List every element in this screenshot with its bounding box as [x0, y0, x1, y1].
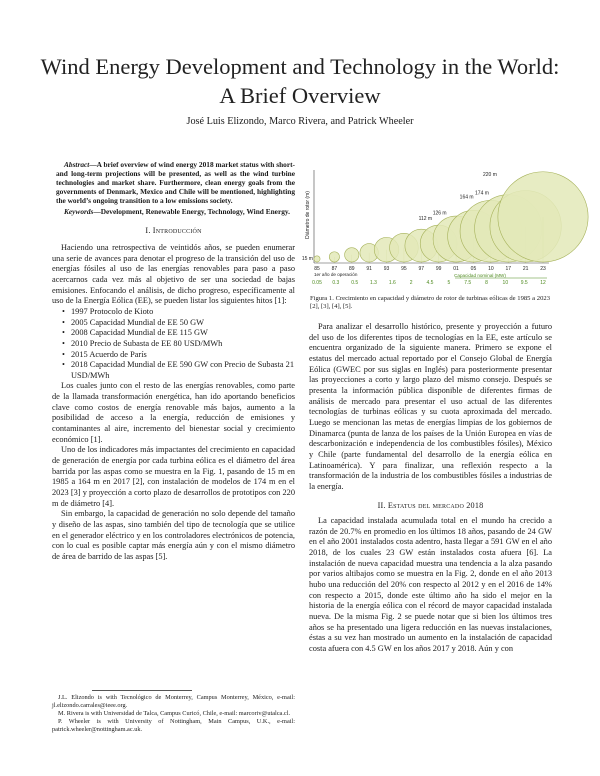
abstract-label: Abstract — [64, 160, 90, 169]
section-heading-estatus: II. Estatus del mercado 2018 — [377, 500, 484, 510]
year-tick-label: 05 — [470, 266, 477, 272]
year-tick-label: 17 — [505, 266, 512, 272]
year-tick-label: 01 — [453, 266, 459, 272]
authors: José Luis Elizondo, Marco Rivera, and Patrick Wheeler — [186, 116, 414, 127]
intro-paragraph-3: Uno de los indicadores más impactantes del crecimiento en capacidad de generación de energía por cada turbina eólica es el diámetro del área barrida por las aspas como se muestra en la Fig. 1, pasando de 15 m en 1985 a 164 m en 2017 [2], con instalación de modelos de 174 m en el 2023 [3] y proyección a corto plazo de desarrollos de prototipos con 220 m de diámetro [4]. — [52, 445, 295, 508]
capacity-tick-label: 1.3 — [370, 280, 377, 286]
list-item: • 2015 Acuerdo de París — [64, 350, 295, 361]
y-axis-label: Diámetro de rotor (m) — [305, 191, 311, 239]
organization-paragraph: Para analizar el desarrollo histórico, presente y proyección a futuro del uso de los diferentes tipos de tecnologías en la EE, este artículo se encuentra organizado de la siguiente manera. Primero se expone el estatus del mercado actual reportado por el Consejo Global de Energía Eólica (GWEC por sus siglas en Inglés) para posteriormente presentar las proyecciones a corto y largo plazo del mismo consejo. Después se presenta la información pública disponible de diferentes firmas de análisis de mercado para presentar el uso actual de las diferentes tecnologías de turbinas eólicas y su cuota aproximada del mercado. Luego se mencionan las metas de energías limpias de los gobiernos de Dinamarca (punta de lanza de los países de la Unión Europea en vías de descarbonización e independencia de los combustibles fósiles), México y Chile (parte fundamental del desarrollo de la energía eólica en Latinoamérica). Y para finalizar, una reflexión respecto a la transformación de la industria de los combustibles fósiles a industrias de la energía. — [309, 322, 552, 491]
figure-caption: Figura 1. Crecimiento en capacidad y diámetro de rotor de turbinas eólicas de 1985 a 2023 [2], [3], [4], [5]. — [310, 295, 550, 311]
market-paragraph-1: La capacidad instalada acumulada total en el mundo ha crecido a razón de 20.7% en promedio en los últimos 18 años, pasando de 24 GW en el año 2001 instalados costa adentro, hasta llegar a 591 GW en el año 2018, de los cuales 23 GW están instalados costa afuera [6]. La instalación de nueva capacidad muestra una tendencia a la alza pasando por varios altibajos como se muestra en la Fig. 2, donde en el año 2013 hubo una reducción del 20% con respecto al 2012 y en el 2016 de 14% con respecto a 2015, donde este último año ha sido el mejor en la historia de la energía eólica con el récord de mayor capacidad instalada nueva. De la misma Fig. 2 se puede notar que si bien los últimos tres años se ha presentado una ligera reducción en las nuevas instalaciones, éstas a su vez han mostrado un aumento en la instalación de capacidad costa afuera con 4.5 GW en los años 2017 y 2018. Aún y con — [309, 516, 552, 654]
diameter-label: 126 m — [432, 210, 447, 217]
diameter-label: 220 m — [482, 171, 497, 178]
year-tick-label: 10 — [488, 266, 494, 272]
rotor-bubble — [345, 248, 359, 262]
list-item: • 2008 Capacidad Mundial de EE 115 GW — [64, 328, 295, 339]
section-heading-introduccion: I. Introducción — [145, 226, 202, 236]
list-item: • 1997 Protocolo de Kioto — [64, 307, 295, 318]
capacity-tick-label: 10 — [502, 280, 509, 286]
capacity-tick-label: 4.5 — [426, 280, 434, 286]
year-tick-label: 21 — [522, 266, 529, 272]
year-tick-label: 23 — [540, 266, 546, 272]
footnote: M. Rivera is with Universidad de Talca, Campus Curicó, Chile, e-mail: marcoriv@utalca.cl. — [58, 710, 291, 717]
rotor-bubble — [314, 256, 320, 262]
year-tick-label: 93 — [383, 266, 390, 272]
abstract-text: —A brief overview of wind energy 2018 market status with short- and long-term projections will be presented, as well as the wind turbine technologies and market share. Furthermore, clean energy goals from the governments of Denmark, Mexico and Chile will be mentioned, highlighting the world’s ongoing transition to a low emissions society. — [56, 160, 295, 206]
paper-title: Wind Energy Development and Technology in the World: A Brief Overview — [40, 54, 560, 108]
capacity-axis-label: Capacidad nominal (MW) — [454, 273, 506, 278]
rotor-bubble — [498, 172, 588, 262]
footnotes — [52, 690, 295, 734]
keywords-text: —Development, Renewable Energy, Technology, Wind Energy. — [93, 207, 290, 217]
list-item: • 2010 Precio de Subasta de EE 80 USD/MWh — [64, 339, 295, 350]
capacity-tick-label: 9.5 — [520, 280, 528, 286]
year-tick-label: 95 — [401, 266, 407, 272]
capacity-tick-label: 12 — [540, 280, 546, 286]
year-tick-label: 87 — [331, 266, 338, 272]
capacity-tick-label: 1.6 — [388, 280, 396, 286]
abstract — [56, 160, 295, 205]
diameter-label: 164 m — [459, 194, 474, 201]
capacity-tick-label: 2 — [409, 280, 413, 286]
footnote-rule — [92, 690, 192, 691]
capacity-tick-label: 0.5 — [351, 280, 359, 286]
intro-paragraph-4: Sin embargo, la capacidad de generación no solo depende del tamaño y diseño de las aspas, sino también del tipo de tecnología que se utilice en el generador eléctrico y en los controladores electrónicos de potencia, con lo cual es posible captar más energía aún y con el mismo diámetro de área de barrido de las aspas [5]. — [52, 509, 295, 561]
figure-rotor-growth-chart — [301, 155, 555, 290]
capacity-tick-label: 0.05 — [312, 280, 322, 286]
year-tick-label: 91 — [366, 266, 372, 272]
keywords — [56, 207, 295, 216]
keywords-label: Keywords — [64, 207, 94, 217]
capacity-tick-label: 0.3 — [332, 280, 340, 286]
diameter-label: 15 m — [301, 255, 313, 262]
year-tick-label: 99 — [435, 266, 442, 272]
rotor-bubble — [329, 252, 339, 262]
year-tick-label: 85 — [314, 266, 320, 272]
capacity-tick-label: 5 — [447, 280, 451, 286]
year-tick-label: 97 — [418, 266, 425, 272]
left-column — [52, 160, 295, 563]
list-item: • 2018 Capacidad Mundial de EE 590 GW con Precio de Subasta 21 USD/MWh — [64, 360, 295, 381]
footnote: P. Wheeler is with University of Nottingham, Main Campus, U.K., e-mail: patrick.wheeler@nottingham.ac.uk. — [52, 718, 295, 733]
capacity-tick-label: 8 — [485, 280, 488, 286]
intro-paragraph-2: Los cuales junto con el resto de las energías renovables, como parte de la llamada transformación energética, han ido aportando beneficios clave como costos de energía renovable más bajos, aumento a la posibilidad de acceso a la energía, reducción de emisiones y contaminantes al aire, incremento del bienestar social y crecimiento económico [1]. — [52, 381, 295, 444]
year-axis-label: 1er año de operación — [314, 272, 358, 277]
footnote: J.L. Elizondo is with Tecnológico de Monterrey, Campus Monterrey, México, e-mail: jl.elizondo.carrales@ieee.org. — [52, 694, 295, 709]
intro-paragraph-1: Haciendo una retrospectiva de veintidós años, se pueden enumerar una serie de avances para denotar el progreso de la transición del uso de energías fósiles al uso de las energías renovables para paso a paso acercarnos cada vez más al objetivo de ser una sociedad de bajas emisiones. Enfocando el análisis, de dicho progreso, específicamente al uso de la Energía Eólica (EE), se pueden listar los siguientes hitos [1]: — [52, 242, 295, 306]
diameter-label: 174 m — [475, 190, 489, 197]
diameter-label: 112 m — [418, 216, 433, 223]
year-tick-label: 89 — [348, 266, 355, 272]
milestones-list — [64, 307, 295, 382]
capacity-tick-label: 7.5 — [464, 280, 472, 286]
list-item: • 2005 Capacidad Mundial de EE 50 GW — [64, 318, 295, 329]
right-column — [309, 322, 552, 655]
